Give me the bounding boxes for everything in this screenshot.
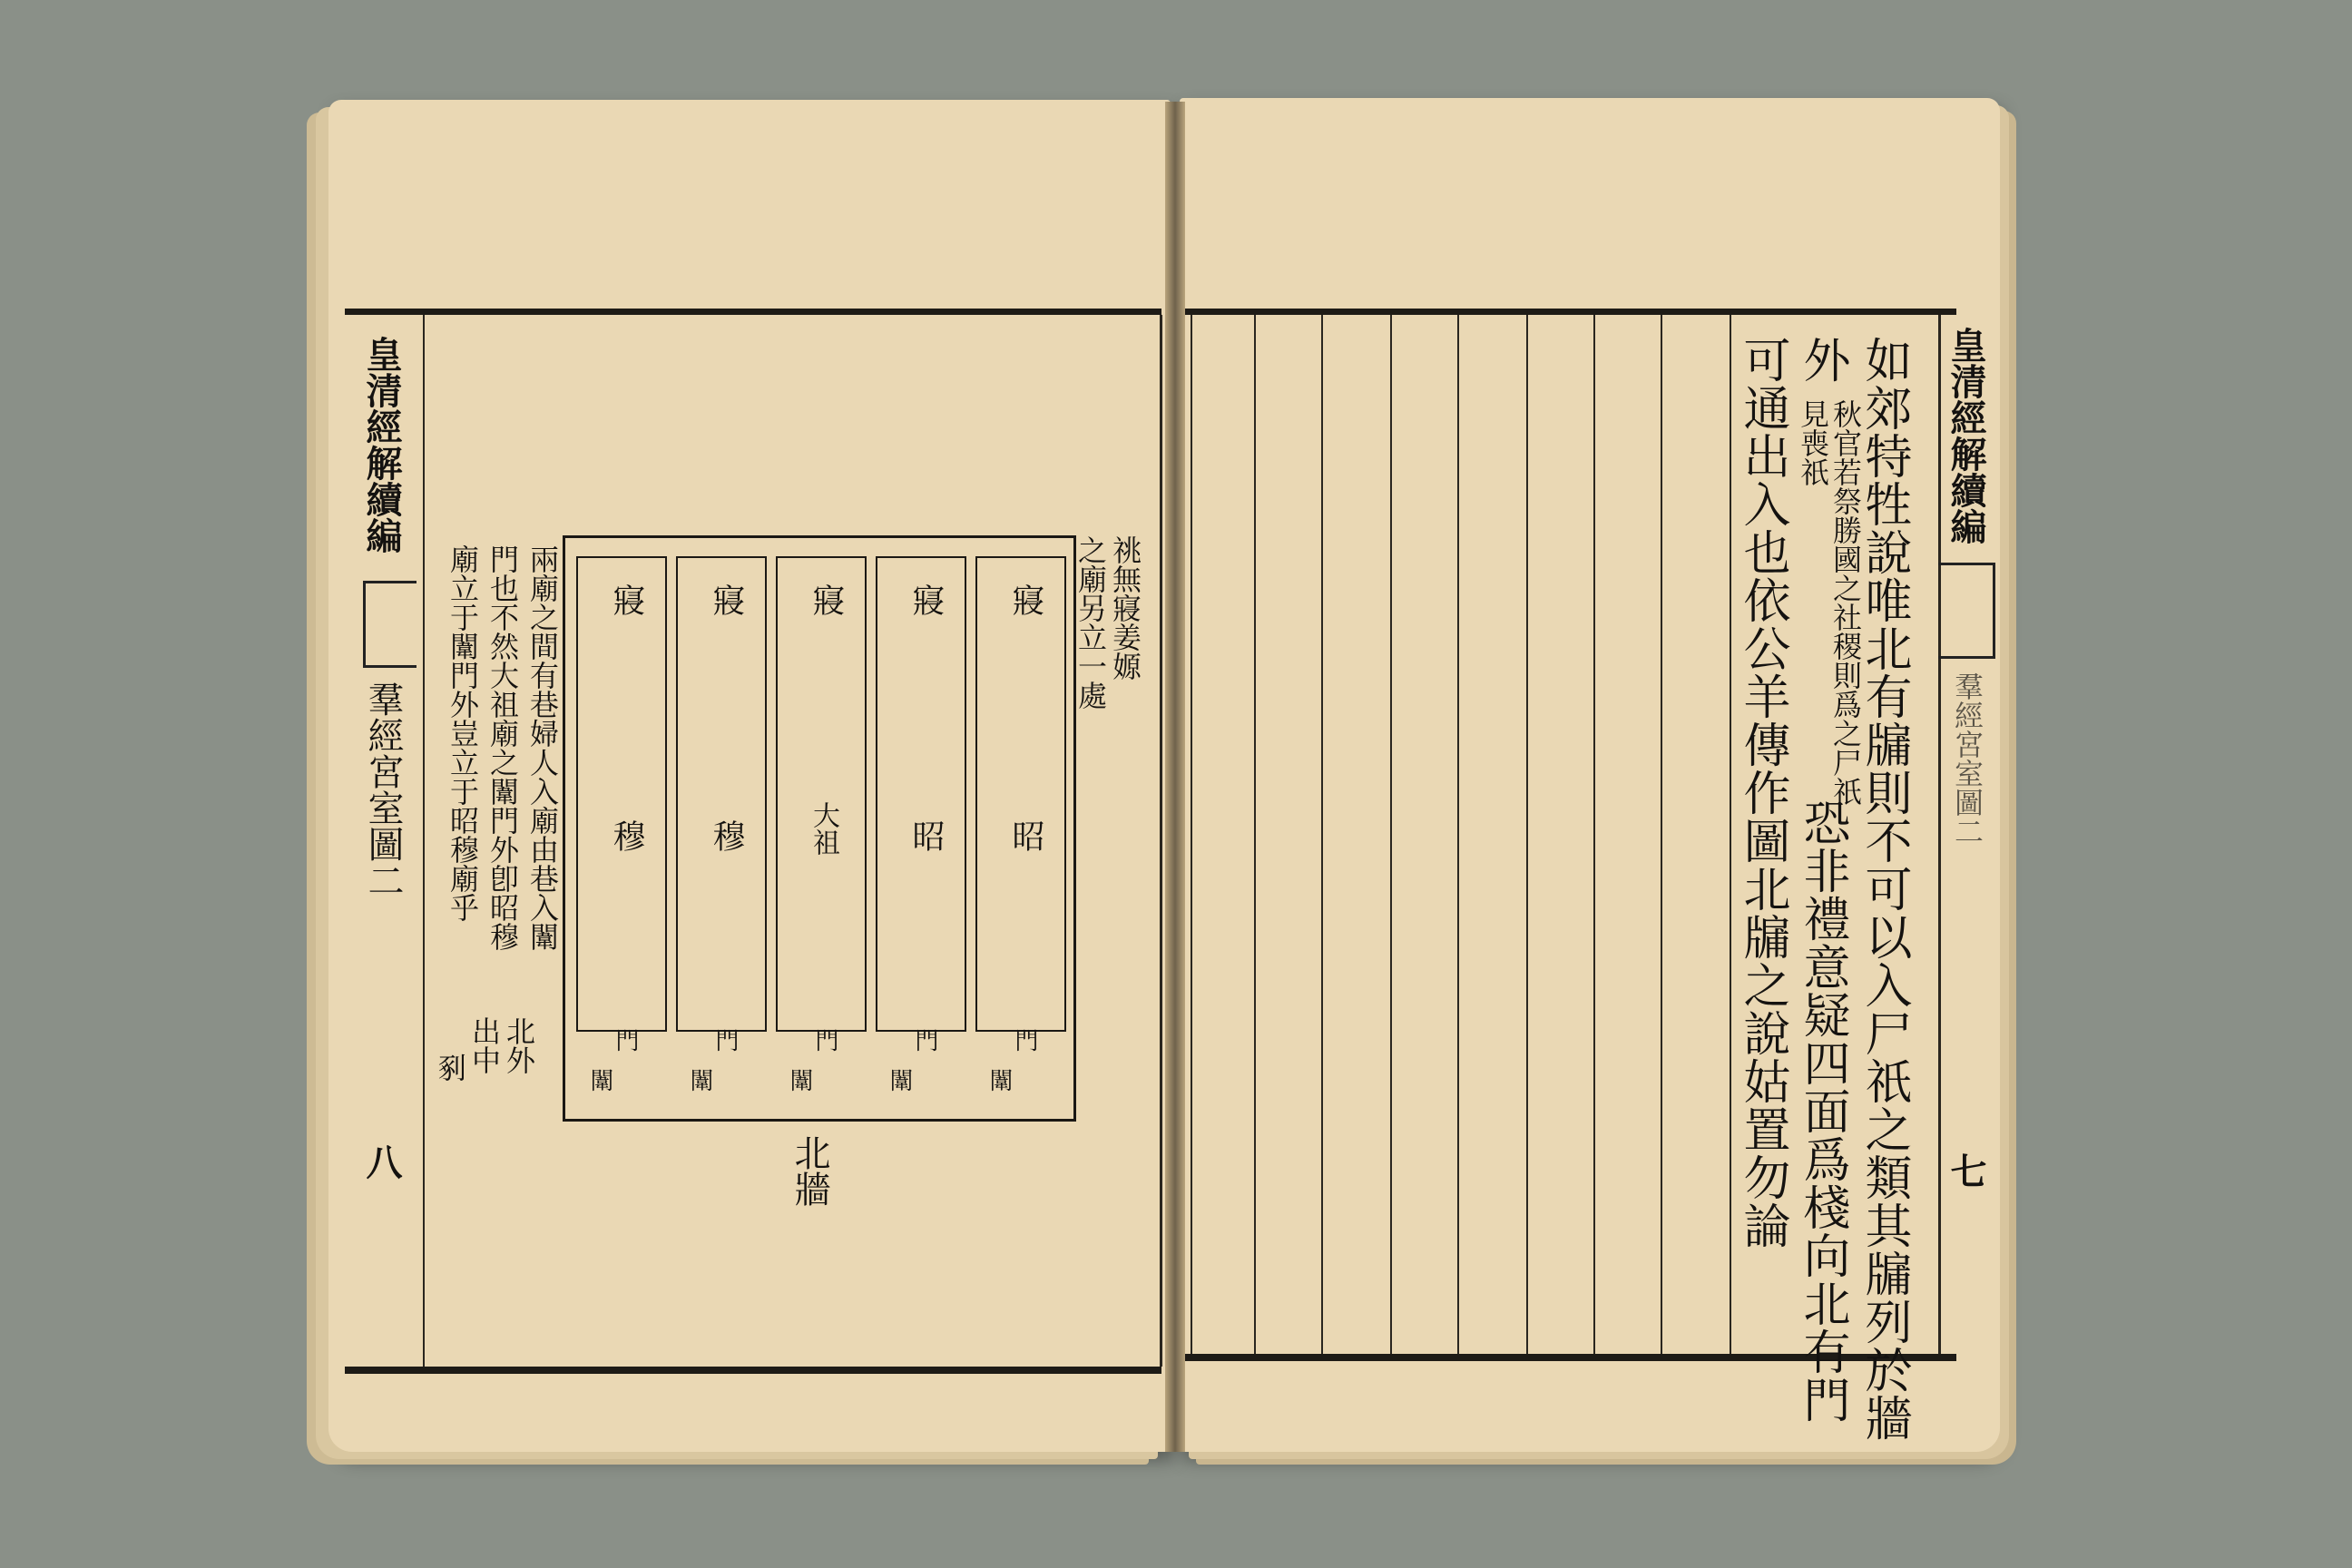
column-line — [1457, 315, 1459, 1354]
note-column-1: 兩廟之間有巷婦人入廟由巷入闈 — [525, 544, 560, 951]
hall-1 — [975, 556, 1066, 1032]
left-margin-section: 羣經宮室圖二 — [362, 681, 404, 898]
column-line — [1321, 315, 1323, 1354]
text-column-2-head: 外 — [1795, 336, 1849, 384]
column-line — [1390, 315, 1392, 1354]
right-margin-title: 皇清經解續編 — [1945, 327, 1987, 544]
hall-4 — [676, 556, 767, 1032]
left-margin-fishtail — [363, 581, 416, 668]
hall-5 — [576, 556, 667, 1032]
outer-gate-1: 闈 — [586, 1068, 613, 1092]
shrine-label-1: 穆 — [608, 819, 645, 852]
left-top-rule — [345, 309, 1161, 315]
temple-diagram — [563, 535, 1076, 1122]
column-line — [1593, 315, 1595, 1354]
right-margin-section: 羣經宮室圖二 — [1950, 671, 1984, 846]
right-top-rule — [1185, 309, 1956, 315]
column-line — [423, 315, 425, 1367]
gate-label-4: 門 — [911, 1028, 938, 1052]
outer-gate-4: 闈 — [886, 1068, 913, 1092]
diagram-side-note-2: 出中 — [467, 1016, 502, 1074]
text-column-1: 如郊特牲說唯北有牖則不可以入尸祇之類其牖列於牆 — [1857, 336, 1911, 1442]
left-folio: 八 — [360, 1143, 403, 1180]
hall-label-1: 寢 — [1007, 583, 1044, 616]
gate-label-5: 門 — [1011, 1028, 1038, 1052]
text-column-2-tail: 恐非禮意疑四面爲棧向北有門 — [1795, 799, 1849, 1424]
diagram-side-note-1: 北外 — [502, 1016, 536, 1074]
note-column-2: 門也不然大祖廟之闈門外卽昭穆 — [485, 544, 520, 951]
hall-2 — [876, 556, 966, 1032]
column-line — [1938, 315, 1941, 1354]
diagram-caption-2: 之廟另立一處 — [1073, 535, 1108, 710]
shrine-label-5: 昭 — [1007, 819, 1044, 852]
shrine-label-2: 穆 — [708, 819, 745, 852]
text-column-3: 可通出入也依公羊傳作圖北牖之說姑置勿論 — [1735, 336, 1789, 1250]
column-line — [1191, 315, 1192, 1354]
book-gutter — [1165, 102, 1185, 1452]
outer-gate-5: 闈 — [985, 1068, 1013, 1092]
shrine-label-3: 大祖 — [808, 801, 839, 856]
hall-label-4: 寢 — [708, 583, 745, 616]
note-column-3: 廟立于闈門外豈立于昭穆廟乎 — [446, 544, 480, 922]
right-folio: 七 — [1945, 1152, 1987, 1189]
outer-gate-2: 闈 — [686, 1068, 713, 1092]
column-line — [1730, 315, 1731, 1354]
column-line — [1661, 315, 1662, 1354]
gate-label-2: 門 — [711, 1028, 739, 1052]
gate-label-3: 門 — [811, 1028, 838, 1052]
right-margin-fishtail — [1938, 563, 1995, 659]
column-line — [1160, 315, 1162, 1367]
text-column-2-note: 秋官若祭勝國之社稷則爲之尸祇見喪祇 — [1796, 399, 1863, 806]
left-margin-title: 皇清經解續編 — [360, 336, 403, 554]
diagram-bottom-note: 北牆 — [789, 1134, 830, 1207]
hall-label-3: 寢 — [808, 583, 845, 616]
left-bottom-rule — [345, 1367, 1161, 1374]
gate-label-1: 門 — [612, 1028, 639, 1052]
diagram-side-note-3: 剢 — [433, 1053, 467, 1082]
outer-gate-3: 闈 — [786, 1068, 813, 1092]
shrine-label-4: 昭 — [907, 819, 945, 852]
hall-label-5: 寢 — [608, 583, 645, 616]
column-line — [1254, 315, 1256, 1354]
diagram-caption-1: 祧無寢姜嫄 — [1108, 535, 1142, 681]
hall-label-2: 寢 — [907, 583, 945, 616]
column-line — [1526, 315, 1528, 1354]
hall-3 — [776, 556, 867, 1032]
